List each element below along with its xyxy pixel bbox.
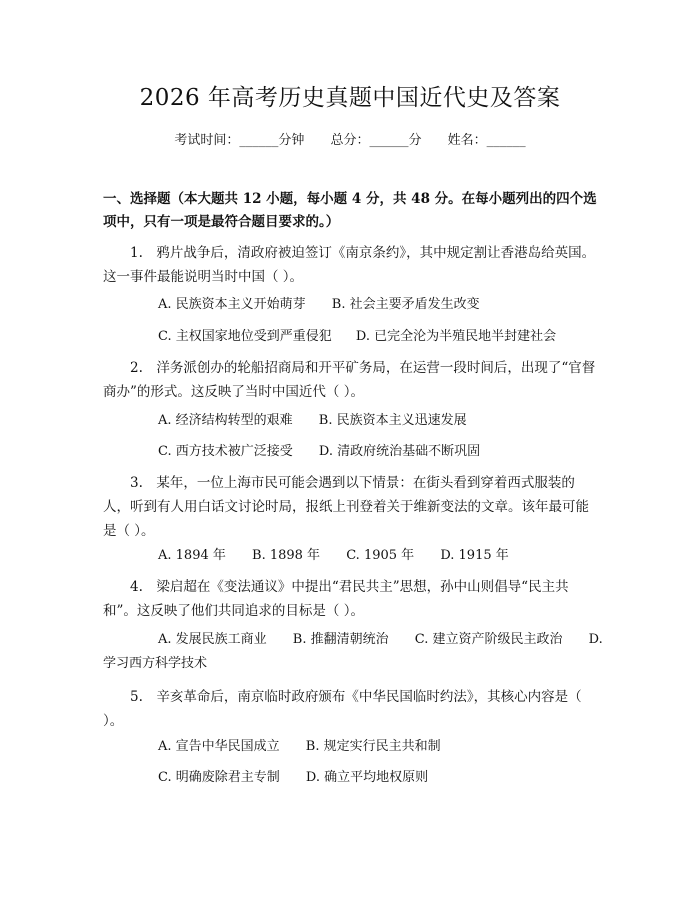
option-c: C. 明确废除君主专制 bbox=[158, 770, 280, 785]
option-d: D. 已完全沦为半殖民地半封建社会 bbox=[355, 329, 557, 344]
option-c: C. 主权国家地位受到严重侵犯 bbox=[158, 329, 332, 344]
option-c: C. 建立资产阶级民主政治 bbox=[414, 632, 563, 647]
option-b: B. 1898 年 bbox=[252, 548, 321, 563]
section-heading: 一、选择题（本大题共 12 小题，每小题 4 分，共 48 分。在每小题列出的四个选项中，只有一项是最符合题目要求的。） bbox=[103, 191, 597, 230]
student-name: 姓名：______ bbox=[447, 133, 526, 148]
option-b: B. 社会主要矛盾发生改变 bbox=[331, 297, 480, 312]
option-c: C. 1905 年 bbox=[346, 548, 415, 563]
question-2-options-row2 bbox=[158, 441, 608, 463]
question-4: 4. 梁启超在《变法通议》中提出“君民共主”思想，孙中山则倡导“民主共和”。这反映了他们共同追求的目标是（ ）。 bbox=[103, 579, 569, 619]
option-a: A. 宣告中华民国成立 bbox=[158, 739, 280, 754]
exam-score: 总分：______分 bbox=[330, 133, 422, 148]
option-d: D. 确立平均地权原则 bbox=[305, 770, 429, 785]
question-2: 2. 洋务派创办的轮船招商局和开平矿务局，在运营一段时间后，出现了“官督商办”的形式。这反映了当时中国近代（ ）。 bbox=[103, 360, 596, 400]
question-1-options bbox=[158, 294, 608, 316]
question-3: 3. 某年，一位上海市民可能会遇到以下情景：在街头看到穿着西式服装的人，听到有人用白话文讨论时局，报纸上刊登着关于维新变法的文章。该年最可能是（ ）。 bbox=[103, 475, 589, 539]
question-4-options bbox=[103, 628, 608, 676]
question-5-options-row2 bbox=[158, 767, 608, 789]
option-c: C. 西方技术被广泛接受 bbox=[158, 444, 293, 459]
question-1-options-row2 bbox=[158, 326, 608, 348]
exam-time: 考试时间：______分钟 bbox=[174, 133, 305, 148]
option-a: A. 经济结构转型的艰难 bbox=[158, 413, 293, 428]
option-d: D. 清政府统治基础不断巩固 bbox=[318, 444, 481, 459]
option-d: D. 学习西方科学技术 bbox=[103, 632, 603, 671]
question-1: 1. 鸦片战争后，清政府被迫签订《南京条约》，其中规定割让香港岛给英国。这一事件最能说明当时中国（ ）。 bbox=[103, 245, 596, 285]
option-b: B. 民族资本主义迅速发展 bbox=[318, 413, 467, 428]
question-3-options bbox=[158, 545, 608, 567]
page-title: 2026 年高考历史真题中国近代史及答案 bbox=[139, 85, 561, 111]
question-2-options bbox=[158, 410, 608, 432]
option-d: D. 1915 年 bbox=[440, 548, 509, 563]
question-5-options bbox=[158, 736, 608, 758]
option-a: A. 民族资本主义开始萌芽 bbox=[158, 297, 306, 312]
option-a: A. 1894 年 bbox=[158, 548, 226, 563]
option-b: B. 推翻清朝统治 bbox=[292, 632, 389, 647]
option-a: A. 发展民族工商业 bbox=[158, 632, 267, 647]
question-5: 5. 辛亥革命后，南京临时政府颁布《中华民国临时约法》，其核心内容是（ ）。 bbox=[103, 689, 582, 729]
exam-meta bbox=[0, 131, 700, 151]
option-b: B. 规定实行民主共和制 bbox=[305, 739, 441, 754]
